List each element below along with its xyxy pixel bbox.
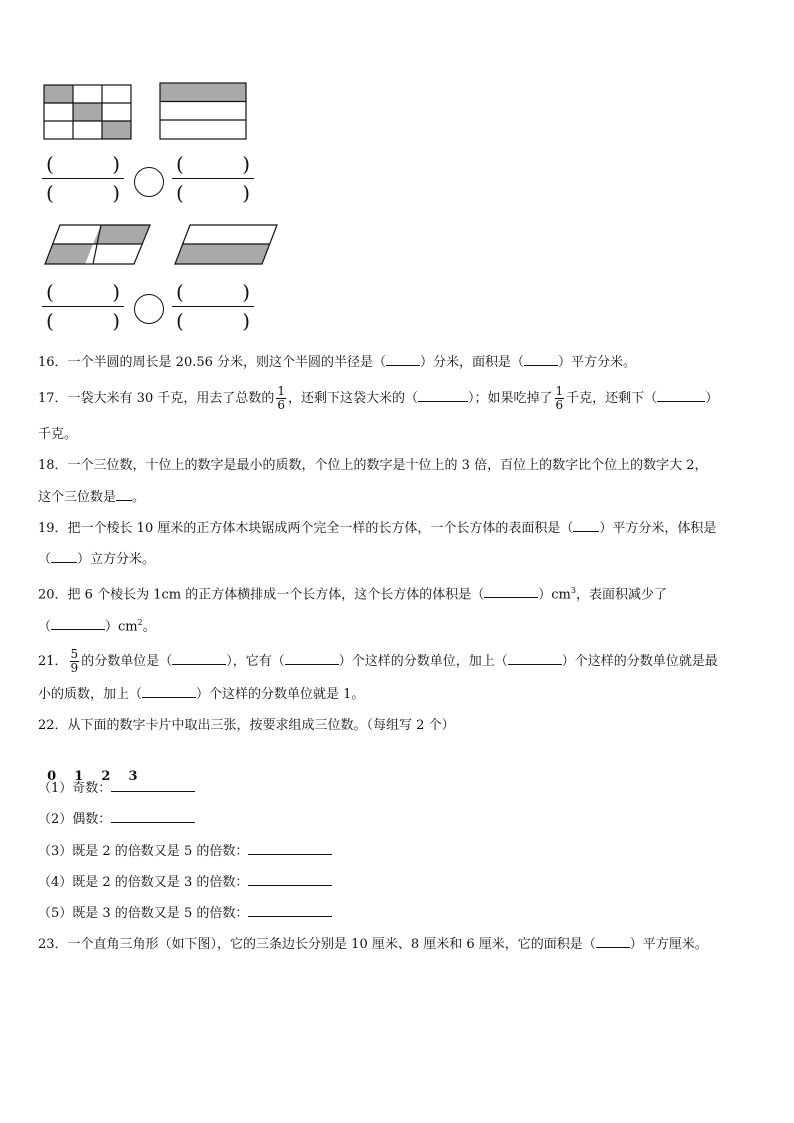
answer-line[interactable]: [248, 841, 332, 855]
answer-line[interactable]: [248, 872, 332, 886]
question-17-cont: 千克。: [38, 427, 78, 442]
question-19-cont: （ ）立方分米。: [38, 549, 155, 570]
answer-blank[interactable]: [524, 352, 558, 366]
question-22: 22．从下面的数字卡片中取出三张，按要求组成三位数。（每组写 2 个）: [38, 718, 455, 733]
answer-blank[interactable]: [573, 518, 599, 532]
question-21: 21． $\frac{5}{9}$ 的分数单位是（ ），它有（ ）个这样的分数单位，加上（ ）个这样的分数单位就是最: [38, 647, 718, 675]
striped-rect-figure: [158, 81, 248, 141]
answer-blank[interactable]: [116, 487, 132, 501]
answer-line[interactable]: [248, 903, 332, 917]
number-cards: 0 1 2 3: [47, 769, 138, 784]
answer-blank[interactable]: [51, 616, 105, 630]
question-20: 20．把 6 个棱长为 1cm 的正方体横排成一个长方体，这个长方体的体积是（ ）$cm^3$，表面积减少了: [38, 586, 667, 603]
para-shaded-top-right: [93, 225, 150, 244]
answer-line[interactable]: [111, 778, 195, 792]
answer-fraction-left[interactable]: ( ) ( ): [42, 153, 124, 204]
question-18: 18．一个三位数，十位上的数字是最小的质数，个位上的数字是十位上的 3 倍，百位上的数字比个位上的数字大 2，: [38, 458, 708, 473]
answer-blank[interactable]: [484, 584, 538, 598]
fraction: $\frac{5}{9}$: [70, 647, 79, 675]
grid-shaded-cell: [102, 121, 131, 139]
question-16: 16．一个半圆的周长是 20.56 分米，则这个半圆的半径是（ ）分米，面积是（ ）平方分米。: [38, 352, 636, 373]
answer-line[interactable]: [111, 809, 195, 823]
question-17: 17．一袋大米有 30 千克，用去了总数的 $\frac{1}{6}$ ，还剩下这袋大米的（ ）；如果吃掉了 $\frac{1}{6}$ 千克，还剩下（ ）: [38, 384, 719, 412]
answer-blank[interactable]: [172, 651, 226, 665]
grid-shaded-cell: [44, 85, 73, 103]
fraction: $\frac{1}{6}$: [277, 384, 285, 412]
answer-blank[interactable]: [418, 388, 468, 402]
answer-fraction-right[interactable]: ( ) ( ): [172, 153, 254, 204]
q22-item-1: （1）奇数：: [38, 778, 195, 799]
grid-shaded-cell: [73, 103, 102, 121]
grid-figure: [42, 83, 134, 141]
q22-item-3: （3）既是 2 的倍数又是 5 的倍数：: [38, 841, 332, 862]
rect-shaded-row: [160, 83, 246, 102]
answer-blank[interactable]: [285, 651, 339, 665]
q22-item-5: （5）既是 3 的倍数又是 5 的倍数：: [38, 903, 332, 924]
answer-blank[interactable]: [51, 549, 77, 563]
compare-circle-2[interactable]: [134, 294, 164, 324]
compare-circle[interactable]: [134, 167, 164, 197]
answer-blank[interactable]: [386, 352, 420, 366]
parallelogram-halves-figure: [172, 222, 280, 268]
answer-blank[interactable]: [508, 651, 562, 665]
question-23: 23．一个直角三角形（如下图），它的三条边长分别是 10 厘米、8 厘米和 6 厘米，它的面积是（ ）平方厘米。: [38, 934, 708, 955]
answer-blank[interactable]: [142, 684, 196, 698]
answer-blank[interactable]: [657, 388, 705, 402]
fraction: $\frac{1}{6}$: [555, 384, 564, 412]
parallelogram-quarters-figure: [42, 222, 154, 268]
para-shaded-bottom-left: [45, 244, 93, 264]
q22-item-4: （4）既是 2 的倍数又是 3 的倍数：: [38, 872, 332, 893]
q22-item-2: （2）偶数：: [38, 809, 195, 830]
question-20-cont: （ ）$cm^2$。: [38, 618, 156, 635]
answer-fraction-right-2[interactable]: ( ) ( ): [172, 281, 254, 332]
answer-blank[interactable]: [596, 934, 630, 948]
question-21-cont: 小的质数，加上（ ）个这样的分数单位就是 1。: [38, 684, 364, 705]
question-19: 19．把一个棱长 10 厘米的正方体木块锯成两个完全一样的长方体，一个长方体的表面积是（ ）平方分米，体积是: [38, 518, 716, 539]
question-18-cont: 这个三位数是 。: [38, 487, 145, 508]
para-shaded-bottom: [175, 244, 270, 264]
answer-fraction-left-2[interactable]: ( ) ( ): [42, 281, 124, 332]
